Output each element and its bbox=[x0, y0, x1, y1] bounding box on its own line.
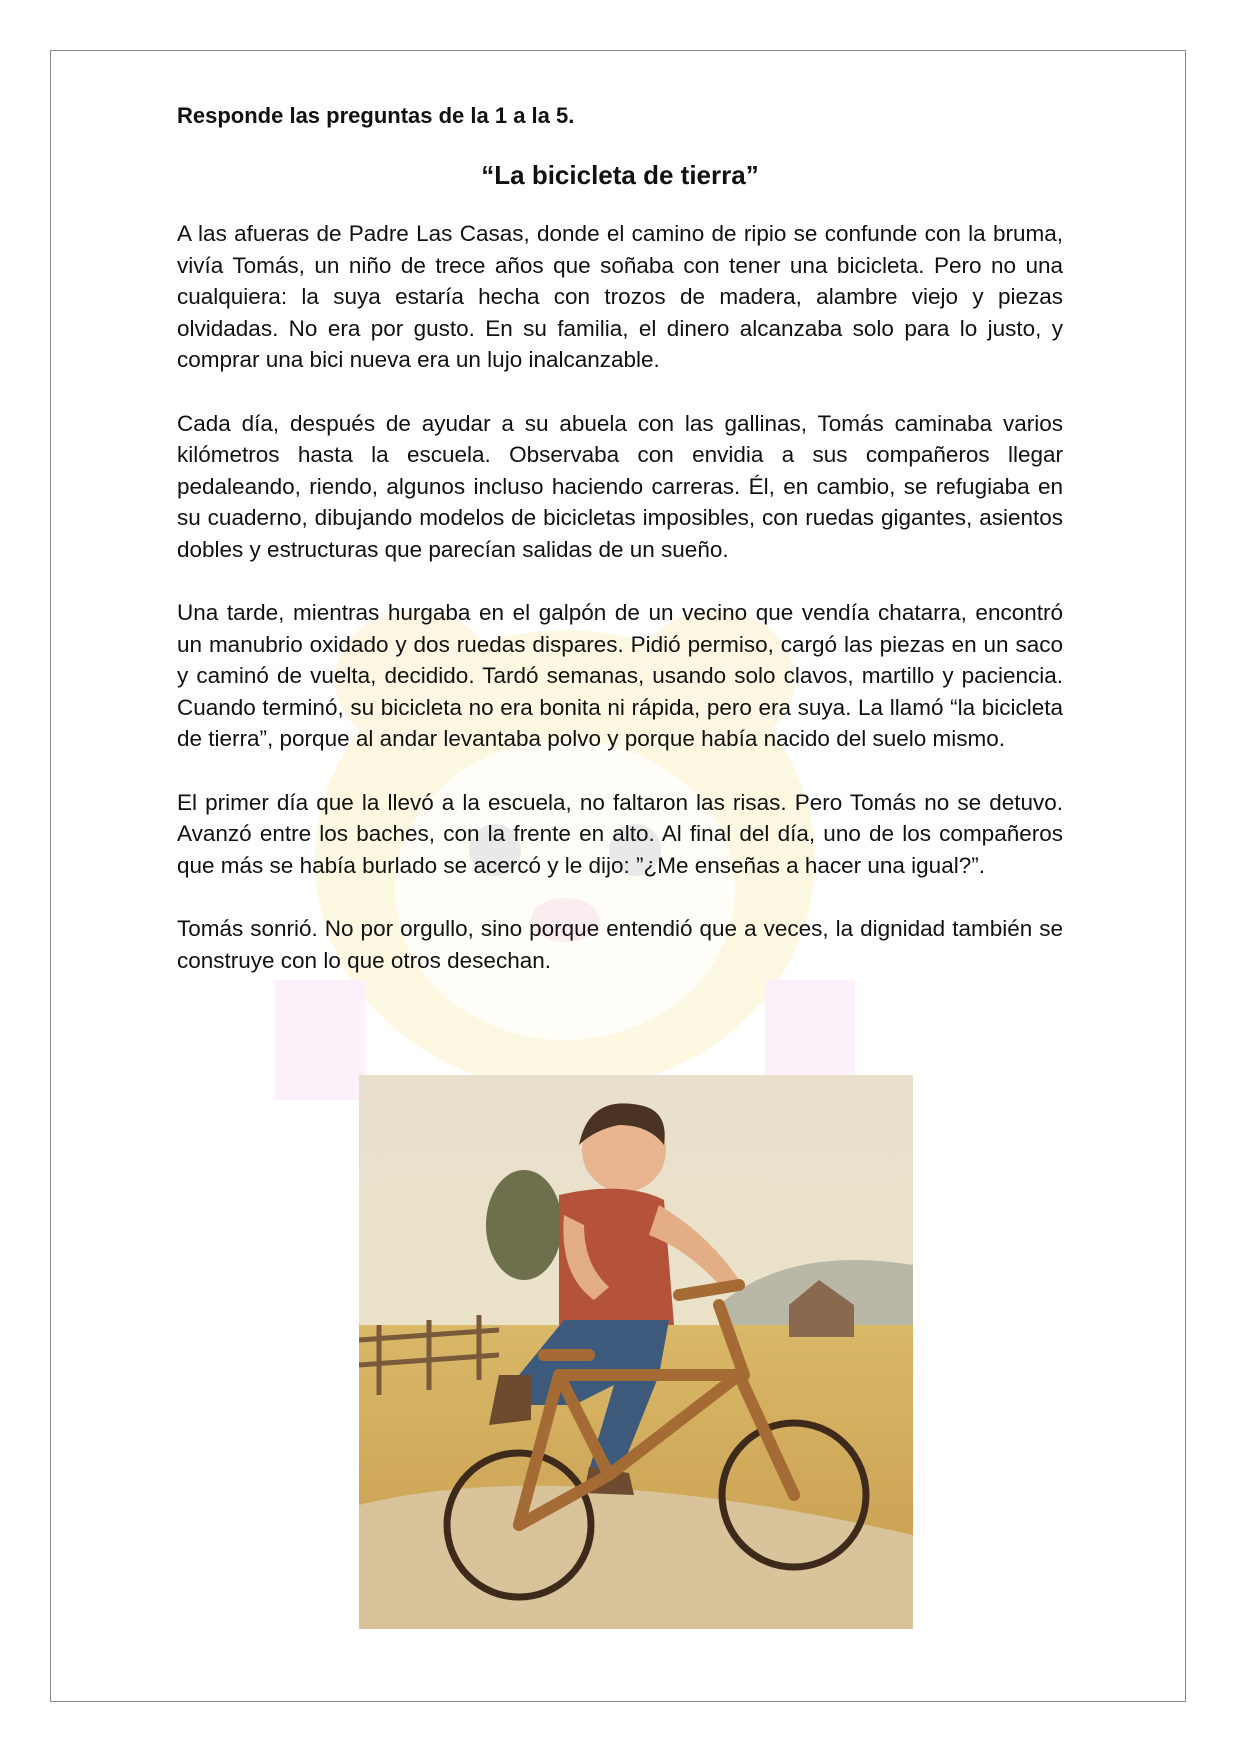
boy-with-bicycle-illustration bbox=[359, 1075, 913, 1629]
paragraph-2: Cada día, después de ayudar a su abuela con las gallinas, Tomás caminaba varios kilómetros hasta la escuela. Observaba con envidia a sus compañeros llegar pedaleando, riendo, algunos incluso haciendo carreras. Él, en cambio, se refugiaba en su cuaderno, dibujando modelos de bicicletas imposibles, con ruedas gigantes, asientos dobles y estructuras que parecían salidas de un sueño. bbox=[177, 410, 1063, 562]
paragraph-5: Tomás sonrió. No por orgullo, sino porque entendió que a veces, la dignidad también se construye con lo que otros desechan. bbox=[177, 916, 1063, 973]
instruction-text: Responde las preguntas de la 1 a la 5. bbox=[177, 103, 575, 128]
paragraph-3: Una tarde, mientras hurgaba en el galpón de un vecino que vendía chatarra, encontró un manubrio oxidado y dos ruedas dispares. Pidió permiso, cargó las piezas en un saco y caminó de vuelta, decidido. Tardó semanas, usando solo clavos, martillo y paciencia. Cuando terminó, su bicicleta no era bonita ni rápida, pero era suya. La llamó “la bicicleta de tierra”, porque al andar levantaba polvo y porque había nacido del suelo mismo. bbox=[177, 600, 1063, 751]
story-title: “La bicicleta de tierra” bbox=[481, 160, 759, 190]
document-body bbox=[177, 100, 1063, 1008]
paragraph-1: A las afueras de Padre Las Casas, donde el camino de ripio se confunde con la bruma, vivía Tomás, un niño de trece años que soñaba con tener una bicicleta. Pero no una cualquiera: la suya estaría hecha con trozos de madera, alambre viejo y piezas olvidadas. No era por gusto. En su familia, el dinero alcanzaba solo para lo justo, y comprar una bici nueva era un lujo inalcanzable. bbox=[177, 221, 1063, 372]
paragraph-4: El primer día que la llevó a la escuela, no faltaron las risas. Pero Tomás no se detuvo. Avanzó entre los baches, con la frente en alto. Al final del día, uno de los compañeros que más se había burlado se acercó y le dijo: ”¿Me enseñas a hacer una igual?”. bbox=[177, 789, 1063, 878]
